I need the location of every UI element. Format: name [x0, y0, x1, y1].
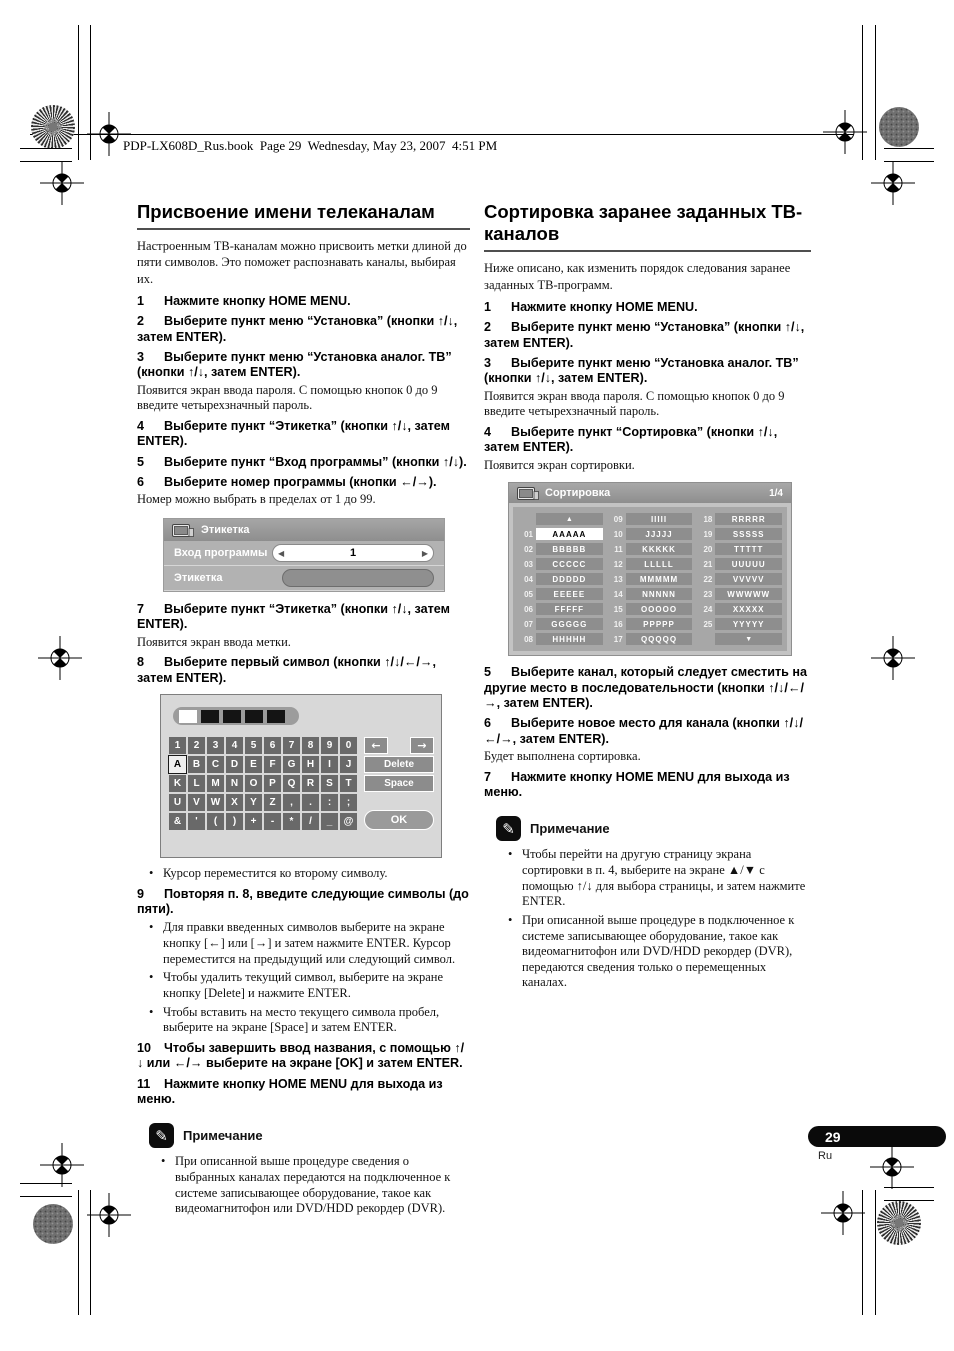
sort-channel-cell[interactable]: PPPPP	[626, 618, 693, 630]
sort-page-up-button[interactable]: ▲	[536, 513, 603, 525]
keyboard-key[interactable]: *	[283, 813, 300, 830]
step: 7 Выберите пункт “Этикетка” (кнопки ↑/↓, затем ENTER).	[137, 602, 450, 632]
sort-channel-cell[interactable]: WWWWW	[715, 588, 782, 600]
bullet-item: • Чтобы удалить текущий символ, выберите на экране кнопку [Delete] и нажмите ENTER.	[163, 970, 470, 1001]
sort-channel-number: 09	[613, 514, 623, 524]
sort-channel-cell[interactable]: VVVVV	[715, 573, 782, 585]
keyboard-key[interactable]: M	[207, 775, 224, 792]
crop-mark	[78, 1190, 79, 1315]
sort-channel-number: 14	[613, 589, 623, 599]
step: 8 Выберите первый символ (кнопки ↑/↓/←/→, затем ENTER).	[137, 655, 437, 685]
keyboard-grid	[169, 737, 357, 830]
crosshair-mark	[40, 1143, 84, 1187]
sort-channel-number: 15	[613, 604, 623, 614]
sort-channel-number: 21	[703, 559, 713, 569]
sort-channel-cell[interactable]: BBBBB	[536, 543, 603, 555]
note-bullet: • При описанной выше процедуре сведения о выбранных каналах передаются на подключенное к системе записывающее оборудование, такое как видеомагнитофон или DVD/HDD рекордер (DVR).	[175, 1154, 470, 1217]
keyboard-key[interactable]: 6	[264, 737, 281, 754]
sort-channel-number: 23	[703, 589, 713, 599]
sort-channel-number: 08	[524, 634, 533, 644]
keyboard-key[interactable]: P	[264, 775, 281, 792]
keyboard-key[interactable]: D	[226, 756, 243, 773]
page-number-badge: 29	[808, 1126, 946, 1147]
sort-channel-cell[interactable]: OOOOO	[626, 603, 693, 615]
crosshair-mark	[821, 1191, 865, 1235]
step: 10 Чтобы завершить ввод названия, с помощью ↑/↓ или ←/→ выберите на экране [OK] и затем ENTER.	[137, 1040, 465, 1071]
sort-channel-cell[interactable]: NNNNN	[626, 588, 693, 600]
step: 7 Нажмите кнопку HOME MENU для выхода из меню.	[484, 769, 790, 800]
keyboard-key[interactable]: 5	[245, 737, 262, 754]
registration-target-icon	[879, 107, 919, 147]
step-description: Будет выполнена сортировка.	[484, 749, 641, 764]
crosshair-mark	[40, 161, 84, 205]
section-title-naming: Присвоение имени телеканалам	[137, 201, 470, 230]
dialog-row	[164, 566, 444, 591]
keyboard-key[interactable]: 2	[188, 737, 205, 754]
note-bullet: • При описанной выше процедуре в подключенное к системе записывающее оборудование, такое как видеомагнитофон или DVD/HDD рекордер (DVR), передаются сведения только о перемещенных каналах.	[522, 913, 811, 991]
crosshair-mark	[87, 1193, 131, 1237]
keyboard-key[interactable]: E	[245, 756, 262, 773]
keyboard-figure	[160, 694, 442, 858]
sort-channel-number: 18	[703, 514, 713, 524]
sort-channel-cell[interactable]: MMMMM	[626, 573, 693, 585]
left-column	[137, 201, 470, 1220]
sort-channel-cell[interactable]: EEEEE	[536, 588, 603, 600]
keyboard-space-button[interactable]: Space	[364, 775, 434, 792]
language-label: Ru	[818, 1150, 833, 1162]
note-pencil-icon: ✎	[496, 816, 521, 841]
keyboard-side-buttons	[364, 737, 434, 830]
note-section	[496, 816, 811, 991]
step: 4 Выберите пункт “Сортировка” (кнопки ↑/↓, затем ENTER).	[484, 424, 778, 455]
keyboard-key[interactable]: )	[226, 813, 243, 830]
sort-channel-number: 02	[524, 544, 533, 554]
bullet-item: • Курсор переместится ко второму символу.	[163, 866, 470, 882]
intro-paragraph: Настроенным ТВ-каналам можно присвоить метки длиной до пяти символов. Это поможет распознавать каналы, выбирая их.	[137, 239, 467, 286]
note-bullet: • Чтобы перейти на другую страницу экрана сортировки в п. 4, выберите на экране ▲/▼ с помощью ↑/↓ для выбора страницы, и затем нажмите ENTER.	[522, 847, 811, 910]
step: 11 Нажмите кнопку HOME MENU для выхода из меню.	[137, 1076, 443, 1106]
crop-mark	[884, 1200, 934, 1201]
keyboard-key[interactable]: O	[245, 775, 262, 792]
crosshair-mark	[38, 636, 82, 680]
keyboard-key[interactable]: K	[169, 775, 186, 792]
keyboard-key[interactable]: '	[188, 813, 205, 830]
keyboard-key[interactable]: Y	[245, 794, 262, 811]
registration-target-icon	[33, 1204, 73, 1244]
step: 3 Выберите пункт меню “Установка аналог. ТВ” (кнопки ↑/↓, затем ENTER).	[484, 355, 799, 386]
sort-channel-number: 13	[613, 574, 623, 584]
step: 3 Выберите пункт меню “Установка аналог. ТВ” (кнопки ↑/↓, затем ENTER).	[137, 350, 452, 380]
sort-grid	[513, 507, 787, 651]
sort-channel-cell[interactable]: JJJJJ	[626, 528, 693, 540]
keyboard-key[interactable]: W	[207, 794, 224, 811]
keyboard-key[interactable]: S	[321, 775, 338, 792]
sort-page-indicator: 1/4	[769, 487, 783, 499]
label-dialog-figure	[163, 518, 445, 592]
keyboard-key[interactable]: L	[188, 775, 205, 792]
sort-channel-number: 24	[703, 604, 713, 614]
crosshair-mark	[870, 1145, 914, 1189]
keyboard-key[interactable]: A	[169, 756, 186, 773]
step-description: Появится экран ввода пароля. С помощью кнопок 0 до 9 введите четырехзначный пароль.	[137, 382, 438, 413]
step: 6 Выберите новое место для канала (кнопки ↑/↓/←/→, затем ENTER).	[484, 716, 803, 746]
step: 6 Выберите номер программы (кнопки ←/→).	[137, 475, 437, 490]
keyboard-key[interactable]: 8	[302, 737, 319, 754]
tv-icon	[517, 486, 539, 501]
keyboard-key[interactable]: +	[245, 813, 262, 830]
keyboard-key[interactable]: _	[321, 813, 338, 830]
note-title: Примечание	[183, 1128, 263, 1144]
step-description: Номер можно выбрать в пределах от 1 до 99.	[137, 492, 376, 507]
header-rule	[30, 134, 854, 135]
keyboard-key[interactable]: 4	[226, 737, 243, 754]
dialog-row	[164, 541, 444, 566]
char-slot	[245, 710, 263, 723]
step-description: Появится экран ввода метки.	[137, 634, 291, 649]
char-slot	[179, 710, 197, 723]
char-slot	[201, 710, 219, 723]
keyboard-key[interactable]: C	[207, 756, 224, 773]
keyboard-key[interactable]: ,	[283, 794, 300, 811]
sort-page-down-button[interactable]: ▼	[715, 633, 782, 645]
keyboard-key[interactable]: U	[169, 794, 186, 811]
keyboard-key[interactable]: R	[302, 775, 319, 792]
keyboard-key[interactable]: 9	[321, 737, 338, 754]
intro-paragraph: Ниже описано, как изменить порядок следования заранее заданных ТВ-программ.	[484, 261, 791, 292]
sort-channel-number: 10	[613, 529, 623, 539]
keyboard-key[interactable]: 7	[283, 737, 300, 754]
crosshair-mark	[871, 636, 915, 680]
step: 4 Выберите пункт “Этикетка” (кнопки ↑/↓, затем ENTER).	[137, 418, 450, 449]
sort-channel-cell[interactable]: AAAAA	[536, 528, 603, 540]
right-column	[484, 201, 811, 994]
sort-channel-cell[interactable]: UUUUU	[715, 558, 782, 570]
step: 9 Повторяя п. 8, введите следующие символы (до пяти).	[137, 886, 469, 917]
keyboard-key[interactable]: (	[207, 813, 224, 830]
keyboard-key[interactable]: &	[169, 813, 186, 830]
keyboard-key[interactable]: T	[340, 775, 357, 792]
dialog-row-label: Вход программы	[174, 547, 268, 560]
sort-title: Сортировка	[545, 487, 611, 500]
sort-channel-cell[interactable]: FFFFF	[536, 603, 603, 615]
char-slots	[173, 707, 299, 725]
note-pencil-icon: ✎	[149, 1123, 174, 1148]
keyboard-key[interactable]: :	[321, 794, 338, 811]
step: 2 Выберите пункт меню “Установка” (кнопки ↑/↓, затем ENTER).	[484, 320, 805, 350]
dialog-row-label: Этикетка	[174, 572, 223, 585]
keyboard-key[interactable]: Q	[283, 775, 300, 792]
sort-channel-number: 25	[703, 619, 713, 629]
step: 2 Выберите пункт меню “Установка” (кнопки ↑/↓, затем ENTER).	[137, 314, 458, 344]
crop-mark	[875, 1190, 876, 1315]
keyboard-key[interactable]: .	[302, 794, 319, 811]
step: 5 Выберите пункт “Вход программы” (кнопки ↑/↓).	[137, 454, 467, 469]
sort-channel-number: 17	[613, 634, 623, 644]
sort-channel-cell[interactable]: QQQQQ	[626, 633, 693, 645]
sort-channel-number: 22	[703, 574, 713, 584]
sort-channel-number: 01	[524, 529, 533, 539]
note-title: Примечание	[530, 821, 610, 837]
keyboard-key[interactable]: ;	[340, 794, 357, 811]
step: 5 Выберите канал, который следует сместить на другие место в последовательности (кнопки ↑/↓/←/→, затем ENTER).	[484, 665, 807, 710]
bullet-item: • Чтобы вставить на место текущего символа пробел, выберите на экране [Space] и затем ENTER.	[163, 1005, 470, 1036]
keyboard-key[interactable]: X	[226, 794, 243, 811]
keyboard-key[interactable]: N	[226, 775, 243, 792]
step-description: Появится экран ввода пароля. С помощью кнопок 0 до 9 введите четырехзначный пароль.	[484, 388, 785, 419]
keyboard-delete-button[interactable]: Delete	[364, 756, 434, 773]
sort-screen-figure	[508, 482, 792, 656]
note-section	[149, 1123, 470, 1217]
document-header-text: PDP-LX608D_Rus.book Page 29 Wednesday, May 23, 2007 4:51 PM	[123, 138, 498, 153]
keyboard-key[interactable]: /	[302, 813, 319, 830]
keyboard-key[interactable]: F	[264, 756, 281, 773]
sort-channel-number: 06	[524, 604, 533, 614]
keyboard-key[interactable]: J	[340, 756, 357, 773]
keyboard-key[interactable]: G	[283, 756, 300, 773]
sort-channel-number: 19	[703, 529, 713, 539]
spinner-left-arrow-icon[interactable]: ◀	[278, 548, 285, 558]
keyboard-key[interactable]: Z	[264, 794, 281, 811]
sort-channel-number: 16	[613, 619, 623, 629]
spinner-value: 1	[349, 547, 357, 560]
sort-channel-number: 05	[524, 589, 533, 599]
sort-channel-number: 11	[614, 544, 623, 554]
keyboard-key[interactable]: I	[321, 756, 338, 773]
label-value-field[interactable]	[282, 569, 434, 587]
keyboard-left-arrow-button[interactable]: ←	[364, 737, 388, 754]
registration-target-icon	[877, 1201, 921, 1245]
keyboard-ok-button[interactable]: OK	[364, 810, 434, 830]
keyboard-key[interactable]: V	[188, 794, 205, 811]
step: 1 Нажмите кнопку HOME MENU.	[484, 299, 698, 314]
sort-channel-cell[interactable]: IIIII	[626, 513, 693, 525]
sort-channel-number: 20	[703, 544, 713, 554]
crop-mark	[875, 25, 876, 160]
crop-mark	[884, 148, 934, 149]
registration-target-icon	[31, 105, 75, 149]
sort-channel-number: 12	[613, 559, 623, 569]
crop-mark	[20, 1196, 72, 1197]
sort-channel-cell[interactable]: XXXXX	[715, 603, 782, 615]
crosshair-mark	[823, 110, 867, 154]
sort-channel-cell[interactable]: HHHHH	[536, 633, 603, 645]
sort-channel-cell[interactable]: GGGGG	[536, 618, 603, 630]
dialog-title: Этикетка	[201, 524, 250, 537]
bullet-item: • Для правки введенных символов выберите на экране кнопку [←] или [→] и затем нажмите ENTER. Курсор переместится на предыдущий или следующий символ.	[163, 920, 470, 967]
sort-channel-number: 04	[524, 574, 533, 584]
keyboard-key[interactable]: @	[340, 813, 357, 830]
crop-mark	[20, 148, 72, 149]
keyboard-key[interactable]: 1	[169, 737, 186, 754]
sort-channel-number: 03	[524, 559, 533, 569]
sort-title-bar	[509, 483, 791, 503]
sort-channel-cell[interactable]: SSSSS	[715, 528, 782, 540]
char-slot	[223, 710, 241, 723]
program-input-spinner[interactable]	[272, 544, 434, 562]
sort-channel-cell[interactable]: DDDDD	[536, 573, 603, 585]
spinner-right-arrow-icon[interactable]: ▶	[421, 548, 428, 558]
keyboard-right-arrow-button[interactable]: →	[410, 737, 434, 754]
sort-channel-cell[interactable]: CCCCC	[536, 558, 603, 570]
crosshair-mark	[871, 161, 915, 205]
keyboard-key[interactable]: B	[188, 756, 205, 773]
sort-channel-cell[interactable]: LLLLL	[626, 558, 693, 570]
char-slot	[267, 710, 285, 723]
dialog-title-bar	[164, 519, 444, 541]
keyboard-key[interactable]: -	[264, 813, 281, 830]
step: 1 Нажмите кнопку HOME MENU.	[137, 293, 351, 308]
keyboard-key[interactable]: H	[302, 756, 319, 773]
keyboard-key[interactable]: 3	[207, 737, 224, 754]
sort-channel-cell[interactable]: KKKKK	[626, 543, 693, 555]
sort-channel-cell[interactable]: RRRRR	[715, 513, 782, 525]
crop-mark	[78, 25, 79, 160]
keyboard-key[interactable]: 0	[340, 737, 357, 754]
section-title-sorting: Сортировка заранее заданных ТВ-каналов	[484, 201, 811, 252]
sort-channel-cell[interactable]: TTTTT	[715, 543, 782, 555]
step-description: Появится экран сортировки.	[484, 457, 635, 472]
sort-channel-cell[interactable]: YYYYY	[715, 618, 782, 630]
sort-channel-number: 07	[524, 619, 533, 629]
tv-icon	[172, 523, 194, 538]
